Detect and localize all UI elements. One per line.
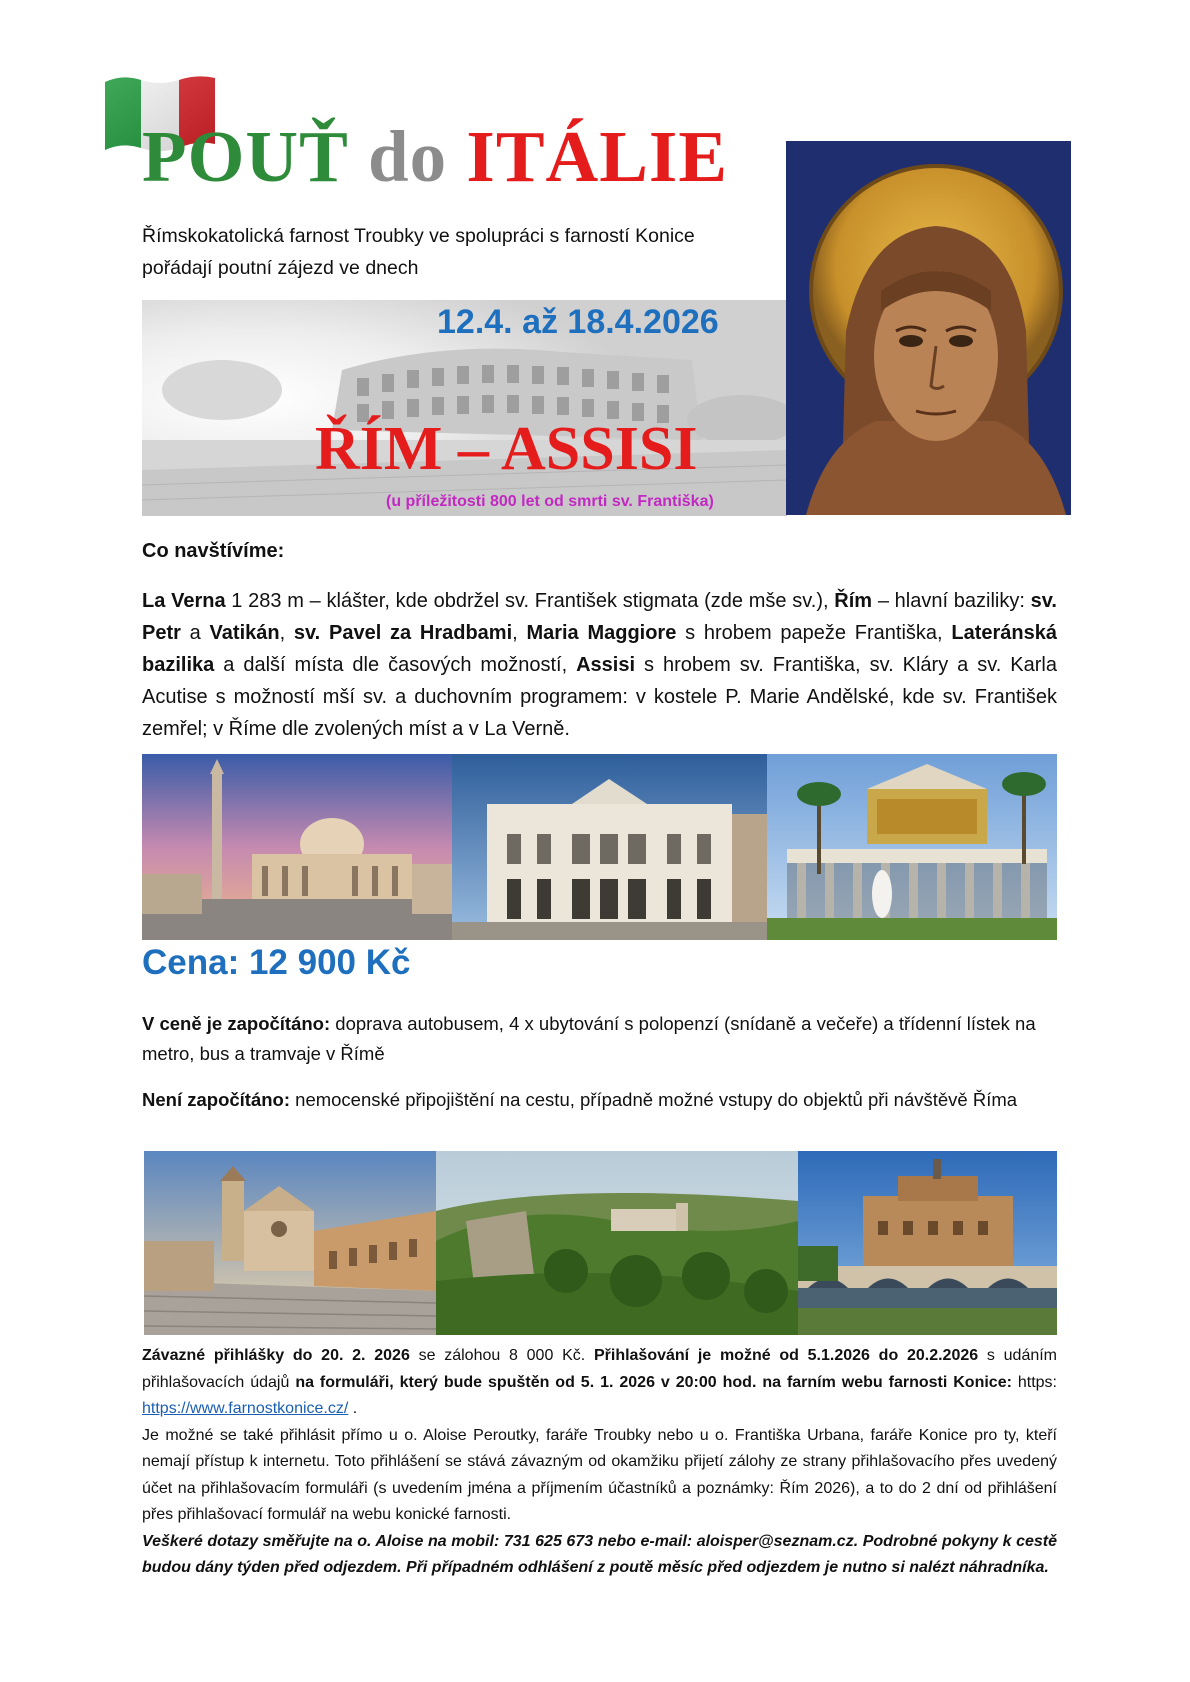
la-verna-monastery-photo: [436, 1151, 798, 1335]
place-assisi: Assisi: [576, 654, 636, 676]
trip-occasion: (u příležitosti 800 let od smrti sv. Františka): [386, 493, 714, 510]
castel-santangelo-photo: [798, 1151, 1057, 1335]
trip-destinations: ŘÍM – ASSISI: [315, 415, 698, 483]
registration-paragraph: Závazné přihlášky do 20. 2. 2026 se zálohou 8 000 Kč. Přihlašování je možné od 5.1.2026 do 20.2.2026 s udáním přihlašovacích údajů na formuláři, který bude spuštěn od 5. 1. 2026 v 20:00 hod. na farním webu farnosti Konice: https: https://www.farnostkonice.cz/ .: [142, 1347, 1058, 1417]
title-italie: ITÁLIE: [466, 116, 729, 197]
visit-description: La Verna 1 283 m – klášter, kde obdržel sv. František stigmata (zde mše sv.), Řím – hlavní baziliky: sv. Petr a Vatikán, sv. Pavel za Hradbami, Maria Maggiore s hrobem papeže Františka, Lateránská bazilika a další místa dle časových možností, Assisi s hrobem sv. Františka, sv. Kláry a sv. Karla Acutise s možností mší sv. a duchovním programem: v kostele P. Marie Andělské, kde sv. František zemřel; v Říme dle zvolených míst a v La Verně.: [142, 590, 1057, 740]
title-do: do: [368, 116, 448, 197]
form-info: na formuláři, který bude spuštěn od 5. 1. 2026 v 20:00 hod. na farním webu farnosti Konice:: [295, 1373, 1012, 1391]
place-maria-maggiore: Maria Maggiore: [526, 622, 677, 644]
trip-dates: 12.4. až 18.4.2026: [437, 303, 719, 341]
place-lateran: Lateránská bazilika: [142, 622, 1057, 676]
lateran-basilica-photo: [452, 754, 767, 940]
visit-heading: Co navštívíme:: [142, 540, 285, 562]
page-title: [142, 112, 728, 202]
place-la-verna: La Verna: [142, 590, 226, 612]
excluded-text: nemocenské připojištění na cestu, případně možné vstupy do objektů při návštěvě Říma: [290, 1089, 1018, 1110]
intro-line-1: Římskokatolická farnost Troubky ve spolupráci s farností Konice: [142, 225, 695, 247]
contact-paragraph: Veškeré dotazy směřujte na o. Aloise na mobil: 731 625 673 nebo e-mail: aloisper@seznam.cz. Podrobné pokyny k cestě budou dány týden před odjezdem. Při případném odhlášení z poutě měsíc před odjezdem je nutno si nalézt náhradníka.: [142, 1532, 1057, 1576]
deadline-text: Závazné přihlášky do 20. 2. 2026: [142, 1347, 410, 1364]
not-included-in-price: [142, 1085, 1057, 1115]
alternative-registration-paragraph: Je možné se také přihlásit přímo u o. Aloise Peroutky, faráře Troubky nebo u o. Františka Urbana, faráře Konice pro ty, kteří nemají přístup k internetu. Toto přihlášení se stává závazným od okamžiku přijetí zálohy ze strany přihlašovacího přes uvedený účet na přihlašovacím formuláři (s uvedením jména a příjmením účastníků a poznámky: Řím 2026), a to do 2 dní od přihlášení přes přihlašovací formulář na webu konické farnosti.: [142, 1426, 1057, 1523]
st-peters-square-photo: [142, 754, 452, 940]
included-in-price: [142, 1009, 1057, 1069]
farnost-konice-link[interactable]: https://www.farnostkonice.cz/: [142, 1400, 349, 1417]
registration-info: [142, 1343, 1057, 1582]
st-francis-portrait-image: [786, 141, 1071, 515]
included-text: doprava autobusem, 4 x ubytování s polopenzí (snídaně a večeře) a třídenní lístek na metro, bus a tramvaje v Římě: [142, 1013, 1036, 1064]
registration-period: Přihlašování je možné od 5.1.2026 do 20.2.2026: [593, 1347, 979, 1364]
included-label: V ceně je započítáno:: [142, 1013, 331, 1034]
place-sv-petr: sv. Petr: [142, 590, 1057, 644]
price: Cena: 12 900 Kč: [142, 943, 411, 982]
intro-line-2: pořádají poutní zájezd ve dnech: [142, 257, 419, 279]
st-paul-basilica-photo: [767, 754, 1057, 940]
place-vatikan: Vatikán: [209, 622, 280, 644]
excluded-label: Není započítáno:: [142, 1089, 291, 1110]
place-rim: Řím: [834, 590, 873, 612]
title-pout: POUŤ: [142, 116, 349, 197]
assisi-basilica-photo: [144, 1151, 436, 1335]
place-sv-pavel: sv. Pavel za Hradbami: [293, 622, 513, 644]
intro-text: [142, 220, 782, 284]
